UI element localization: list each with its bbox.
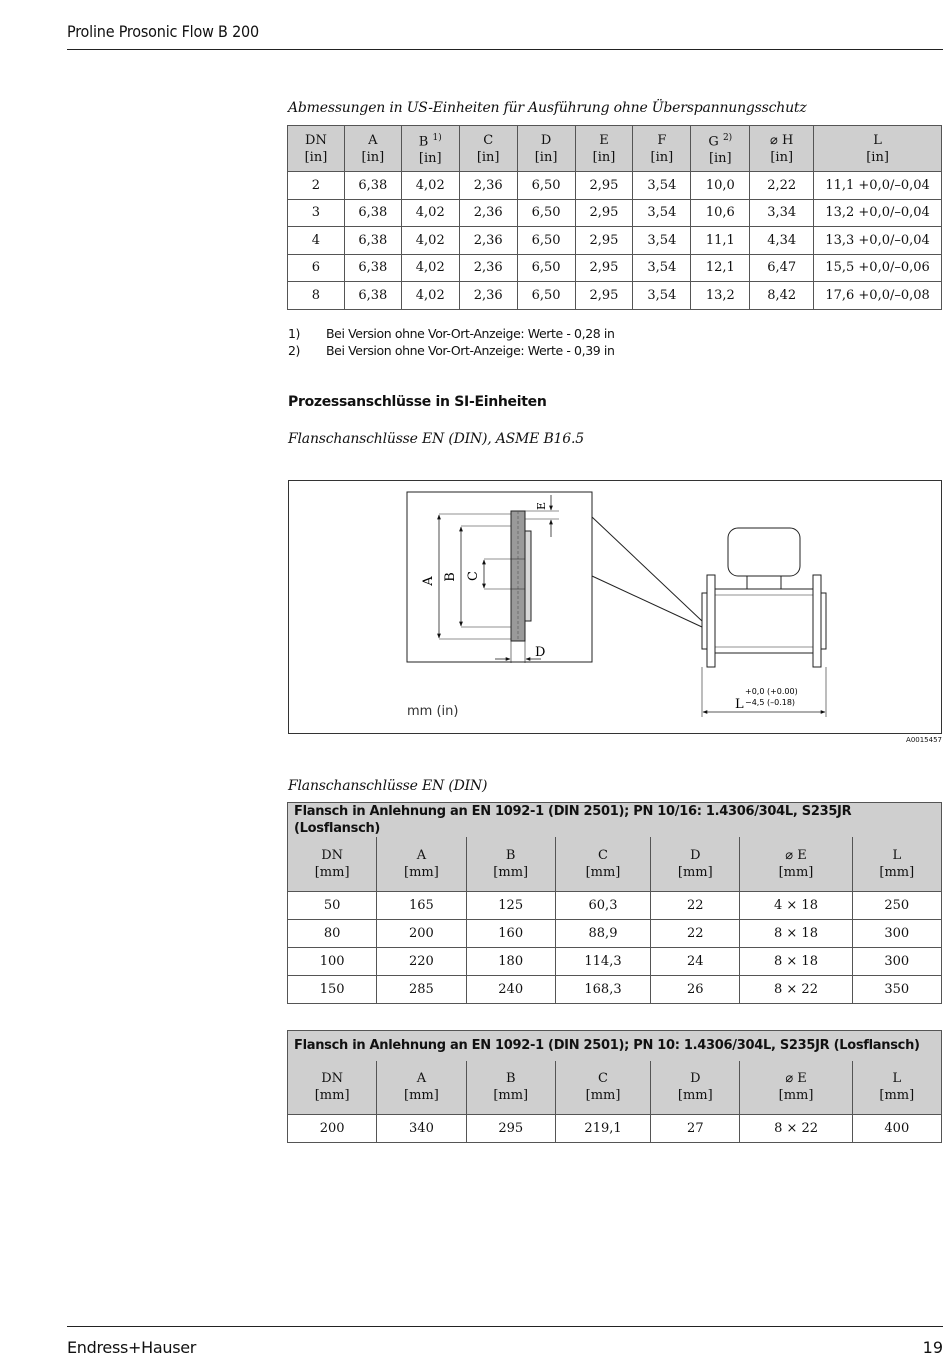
table-row — [288, 254, 942, 282]
us-dimensions-table — [287, 125, 942, 310]
table-cell: 340 — [377, 1115, 466, 1143]
table-cell: 219,1 — [555, 1115, 650, 1143]
din-table-2-title: Flansch in Anlehnung an EN 1092-1 (DIN 2501); PN 10: 1.4306/304L, S235JR (Losflansch) — [288, 1031, 942, 1061]
table-cell: 240 — [466, 975, 555, 1003]
flange-drawing-svg — [289, 481, 943, 735]
din-col-header — [555, 837, 650, 891]
table-cell: 6,47 — [750, 254, 814, 282]
din-col-name: DN — [321, 1071, 344, 1087]
din-col-header — [377, 837, 466, 891]
table-cell: 4,02 — [401, 172, 459, 200]
din-col-name: B — [505, 1071, 516, 1087]
din-col-name: A — [416, 847, 427, 863]
table-cell: 160 — [466, 919, 555, 947]
table-cell: 50 — [288, 891, 377, 919]
din-table-1-body — [288, 891, 942, 1003]
table-cell: 3,54 — [633, 172, 691, 200]
table-cell: 400 — [852, 1115, 941, 1143]
flange-drawing — [288, 480, 942, 734]
table-cell: 2,36 — [459, 254, 517, 282]
din-caption: Flanschanschlüsse EN (DIN) — [288, 778, 488, 794]
table-cell: 200 — [377, 919, 466, 947]
us-col-unit: [in] — [592, 149, 616, 165]
section-heading: Prozessanschlüsse in SI-Einheiten — [288, 394, 547, 410]
table-cell: 4,02 — [401, 227, 459, 255]
us-col-unit: [in] — [534, 149, 558, 165]
us-col-name: ⌀ H — [770, 132, 794, 148]
us-col-name: F — [657, 132, 667, 148]
table-cell: 6,38 — [344, 199, 401, 227]
table-row — [288, 282, 942, 310]
din-col-unit: [mm] — [585, 864, 621, 880]
table-cell: 6,38 — [344, 254, 401, 282]
footnote-text: Bei Version ohne Vor-Ort-Anzeige: Werte - 0,39 in — [326, 343, 615, 358]
table-cell: 13,3 +0,0/–0,04 — [814, 227, 942, 255]
drawing-label-e: E — [535, 501, 548, 511]
table-cell: 100 — [288, 947, 377, 975]
din-col-header — [288, 837, 377, 891]
table-cell: 6,50 — [517, 227, 575, 255]
table-cell: 6,50 — [517, 282, 575, 310]
transmitter-head — [728, 528, 800, 576]
table-row — [288, 1115, 942, 1143]
din-col-name: C — [598, 1071, 608, 1087]
table-cell: 2,95 — [575, 282, 633, 310]
din-col-unit: [mm] — [778, 1088, 814, 1104]
table-cell: 3 — [288, 199, 345, 227]
table-cell: 4,02 — [401, 254, 459, 282]
din-col-unit: [mm] — [677, 864, 713, 880]
us-col-header — [814, 126, 942, 172]
drawing-unit-note: mm (in) — [407, 704, 459, 719]
table-row — [288, 227, 942, 255]
table-cell: 27 — [651, 1115, 740, 1143]
footnote-number: 1) — [288, 326, 301, 341]
table-cell: 6,50 — [517, 254, 575, 282]
us-col-unit: [in] — [708, 151, 732, 167]
table-cell: 13,2 +0,0/–0,04 — [814, 199, 942, 227]
drawing-label-b: B — [443, 572, 458, 582]
us-table-footnotes — [288, 325, 614, 359]
us-col-header — [575, 126, 633, 172]
us-col-name: D — [540, 132, 552, 148]
table-cell: 6,50 — [517, 199, 575, 227]
table-cell: 3,34 — [750, 199, 814, 227]
table-cell: 22 — [651, 919, 740, 947]
din-table-pn10 — [287, 1030, 942, 1143]
us-col-name: E — [599, 132, 609, 148]
us-col-unit: [in] — [476, 149, 500, 165]
drawing-label-l: L — [735, 697, 744, 712]
table-cell: 350 — [852, 975, 941, 1003]
table-row — [288, 919, 942, 947]
din-col-name: B — [505, 847, 516, 863]
us-col-unit: [in] — [866, 149, 889, 165]
drawing-caption: Flanschanschlüsse EN (DIN), ASME B16.5 — [288, 431, 584, 447]
din-col-header — [651, 837, 740, 891]
drawing-label-a: A — [421, 576, 436, 586]
table-cell: 6,38 — [344, 227, 401, 255]
table-cell: 114,3 — [555, 947, 650, 975]
din-col-header — [466, 837, 555, 891]
din-col-header — [651, 1061, 740, 1115]
page-number: 19 — [922, 1338, 943, 1357]
table-cell: 6,38 — [344, 282, 401, 310]
us-col-unit: [in] — [304, 149, 328, 165]
din-col-name: C — [598, 847, 608, 863]
din-col-header — [852, 1061, 941, 1115]
din-col-name: DN — [321, 847, 344, 863]
table-cell: 3,54 — [633, 227, 691, 255]
table-cell: 2,95 — [575, 227, 633, 255]
table-cell: 8 × 22 — [740, 975, 852, 1003]
drawing-label-d: D — [535, 645, 546, 660]
us-col-header — [750, 126, 814, 172]
us-col-unit: [in] — [361, 149, 385, 165]
table-cell: 2,95 — [575, 254, 633, 282]
table-cell: 2,22 — [750, 172, 814, 200]
table-cell: 150 — [288, 975, 377, 1003]
us-col-header — [517, 126, 575, 172]
us-col-header — [401, 126, 459, 172]
table-cell: 80 — [288, 919, 377, 947]
table-cell: 8,42 — [750, 282, 814, 310]
us-col-name: DN — [305, 132, 327, 148]
table-row — [288, 199, 942, 227]
table-cell: 26 — [651, 975, 740, 1003]
din-col-unit: [mm] — [493, 864, 529, 880]
flange-left — [707, 575, 715, 667]
table-cell: 88,9 — [555, 919, 650, 947]
table-cell: 125 — [466, 891, 555, 919]
table-cell: 6 — [288, 254, 345, 282]
din-col-unit: [mm] — [314, 864, 350, 880]
din-col-name: ⌀ E — [785, 1071, 807, 1087]
tolerance-lower: −4,5 (–0.18) — [745, 698, 796, 707]
din-col-header — [377, 1061, 466, 1115]
table-cell: 6,38 — [344, 172, 401, 200]
din-col-header — [740, 1061, 852, 1115]
din-col-unit: [mm] — [677, 1088, 713, 1104]
table-cell: 3,54 — [633, 199, 691, 227]
din-col-header — [740, 837, 852, 891]
footnote-text: Bei Version ohne Vor-Ort-Anzeige: Werte - 0,28 in — [326, 326, 615, 341]
table-cell: 10,6 — [691, 199, 750, 227]
din-col-unit: [mm] — [493, 1088, 529, 1104]
table-cell: 3,54 — [633, 254, 691, 282]
din-col-header — [288, 1061, 377, 1115]
din-col-name: D — [690, 1071, 701, 1087]
table-row — [288, 172, 942, 200]
page-header — [67, 22, 943, 50]
din-table-1-title: Flansch in Anlehnung an EN 1092-1 (DIN 2501); PN 10/16: 1.4306/304L, S235JR (Losflansch) — [288, 803, 942, 838]
us-col-unit: [in] — [770, 149, 794, 165]
din-col-name: ⌀ E — [785, 847, 807, 863]
us-col-header — [633, 126, 691, 172]
din-table-pn10-16 — [287, 802, 942, 1004]
table-cell: 8 × 22 — [740, 1115, 852, 1143]
flange-neck — [525, 531, 531, 621]
table-cell: 285 — [377, 975, 466, 1003]
us-table-caption: Abmessungen in US-Einheiten für Ausführung ohne Überspannungsschutz — [288, 100, 807, 116]
din-col-unit: [mm] — [879, 864, 915, 880]
din-col-unit: [mm] — [879, 1088, 915, 1104]
us-col-name: L — [873, 132, 882, 148]
din-col-unit: [mm] — [778, 864, 814, 880]
tolerance-upper: +0,0 (+0.00) — [745, 687, 798, 696]
us-col-header — [691, 126, 750, 172]
din-col-header — [852, 837, 941, 891]
din-table-1-header-row — [288, 837, 942, 891]
table-row — [288, 975, 942, 1003]
table-cell: 2,36 — [459, 282, 517, 310]
table-cell: 300 — [852, 947, 941, 975]
table-cell: 250 — [852, 891, 941, 919]
table-cell: 2,95 — [575, 172, 633, 200]
table-cell: 295 — [466, 1115, 555, 1143]
table-cell: 10,0 — [691, 172, 750, 200]
table-cell: 17,6 +0,0/–0,08 — [814, 282, 942, 310]
page-footer — [67, 1326, 943, 1356]
us-col-header — [288, 126, 345, 172]
drawing-figure-id: A0015457 — [906, 736, 942, 744]
flange-right — [813, 575, 821, 667]
table-cell: 8 × 18 — [740, 947, 852, 975]
transmitter-neck — [747, 576, 781, 589]
us-col-header — [459, 126, 517, 172]
footnote — [288, 342, 614, 359]
table-cell: 200 — [288, 1115, 377, 1143]
din-col-name: L — [892, 1071, 902, 1087]
us-table-header-row — [288, 126, 942, 172]
us-col-header — [344, 126, 401, 172]
din-table-2-body — [288, 1115, 942, 1143]
us-col-name: B — [418, 134, 429, 150]
table-cell: 13,2 — [691, 282, 750, 310]
table-cell: 4,02 — [401, 199, 459, 227]
us-col-name: A — [368, 132, 378, 148]
table-cell: 8 × 18 — [740, 919, 852, 947]
us-col-name: C — [483, 132, 494, 148]
us-col-footnote-ref: 1) — [432, 132, 442, 143]
table-cell: 165 — [377, 891, 466, 919]
table-cell: 2,36 — [459, 199, 517, 227]
header-title: Proline Prosonic Flow B 200 — [67, 22, 259, 41]
table-cell: 180 — [466, 947, 555, 975]
din-col-name: A — [416, 1071, 427, 1087]
us-col-name: G — [708, 134, 719, 150]
table-row — [288, 947, 942, 975]
us-table-body — [288, 172, 942, 310]
din-col-name: D — [690, 847, 701, 863]
table-cell: 4,02 — [401, 282, 459, 310]
din-col-name: L — [892, 847, 902, 863]
table-cell: 12,1 — [691, 254, 750, 282]
footnote-number: 2) — [288, 343, 301, 358]
table-cell: 8 — [288, 282, 345, 310]
us-col-unit: [in] — [418, 151, 442, 167]
table-cell: 4 × 18 — [740, 891, 852, 919]
drawing-label-c: C — [466, 571, 481, 581]
table-cell: 24 — [651, 947, 740, 975]
table-cell: 15,5 +0,0/–0,06 — [814, 254, 942, 282]
us-col-footnote-ref: 2) — [722, 132, 733, 143]
din-col-header — [466, 1061, 555, 1115]
din-col-unit: [mm] — [585, 1088, 621, 1104]
table-cell: 2 — [288, 172, 345, 200]
table-cell: 2,36 — [459, 172, 517, 200]
din-col-header — [555, 1061, 650, 1115]
footnote — [288, 325, 614, 342]
table-cell: 22 — [651, 891, 740, 919]
table-cell: 2,95 — [575, 199, 633, 227]
table-cell: 2,36 — [459, 227, 517, 255]
din-col-unit: [mm] — [404, 864, 439, 880]
table-cell: 220 — [377, 947, 466, 975]
table-cell: 11,1 — [691, 227, 750, 255]
table-cell: 4,34 — [750, 227, 814, 255]
table-cell: 300 — [852, 919, 941, 947]
footer-brand: Endress+Hauser — [67, 1338, 197, 1357]
table-cell: 3,54 — [633, 282, 691, 310]
table-row — [288, 891, 942, 919]
sensor-body — [715, 589, 813, 653]
din-col-unit: [mm] — [404, 1088, 439, 1104]
table-cell: 60,3 — [555, 891, 650, 919]
table-cell: 6,50 — [517, 172, 575, 200]
din-col-unit: [mm] — [314, 1088, 350, 1104]
table-cell: 4 — [288, 227, 345, 255]
table-cell: 11,1 +0,0/–0,04 — [814, 172, 942, 200]
din-table-2-header-row — [288, 1061, 942, 1115]
us-col-unit: [in] — [650, 149, 674, 165]
table-cell: 168,3 — [555, 975, 650, 1003]
